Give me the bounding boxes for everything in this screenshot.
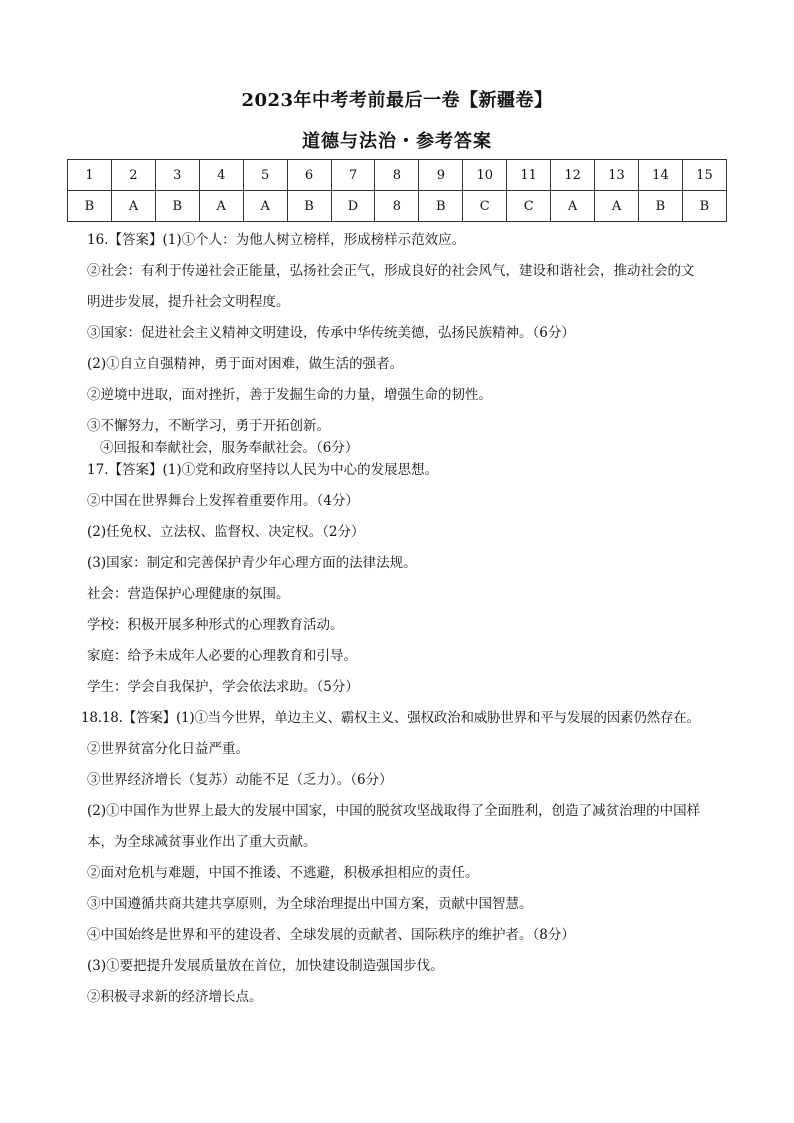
answer-line: ②逆境中进取，面对挫折，善于发掘生命的力量，增强生命的韧性。 — [87, 387, 492, 403]
answer-table-number-row — [68, 160, 727, 191]
answer-text-body — [81, 229, 737, 1017]
answer-cell: A — [111, 191, 155, 222]
answer-line: 明进步发展，提升社会文明程度。 — [87, 294, 290, 310]
answer-line: 本，为全球减贫事业作出了重大贡献。 — [87, 834, 317, 850]
answer-line: (2)①中国作为世界上最大的发展中国家，中国的脱贫攻坚战取得了全面胜利，创造了减贫治理的中国样 — [87, 803, 701, 819]
answer-cell: B — [682, 191, 726, 222]
answer-line: 学生：学会自我保护，学会依法求助。（5分） — [87, 679, 359, 695]
answer-cell: A — [551, 191, 595, 222]
question-number-cell: 9 — [419, 160, 463, 191]
answer-line: (2)任免权、立法权、监督权、决定权。（2分） — [87, 524, 365, 540]
document-subtitle: 道德与法治・参考答案 — [302, 131, 492, 152]
answer-line: (3)①要把提升发展质量放在首位，加快建设制造强国步伐。 — [87, 958, 444, 974]
answer-table — [67, 159, 727, 222]
q16-answer-heading: 16.【答案】(1)①个人：为他人树立榜样，形成榜样示范效应。 — [87, 232, 466, 248]
question-number-cell: 8 — [375, 160, 419, 191]
question-number-cell: 7 — [331, 160, 375, 191]
answer-cell: C — [463, 191, 507, 222]
answer-line: ③国家：促进社会主义精神文明建设，传承中华传统美德，弘扬民族精神。（6分） — [87, 325, 575, 341]
document-title: 2023年中考考前最后一卷【新疆卷】 — [241, 90, 553, 111]
q17-answer-heading: 17.【答案】(1)①党和政府坚持以人民为中心的发展思想。 — [87, 462, 439, 478]
question-number-cell: 13 — [595, 160, 639, 191]
answer-line: ④中国始终是世界和平的建设者、全球发展的贡献者、国际秩序的维护者。（8分） — [87, 927, 575, 943]
answer-cell: C — [507, 191, 551, 222]
answer-cell: 8 — [375, 191, 419, 222]
answer-cell: B — [287, 191, 331, 222]
answer-cell: B — [68, 191, 112, 222]
answer-line: 社会：营造保护心理健康的氛围。 — [87, 586, 290, 602]
question-number-cell: 4 — [199, 160, 243, 191]
answer-line: ②积极寻求新的经济增长点。 — [87, 989, 263, 1005]
question-number-cell: 5 — [243, 160, 287, 191]
answer-line: (2)①自立自强精神，勇于面对困难，做生活的强者。 — [87, 356, 404, 372]
answer-cell: B — [155, 191, 199, 222]
question-number-cell: 3 — [155, 160, 199, 191]
question-number-cell: 15 — [682, 160, 726, 191]
answer-line: (3)国家：制定和完善保护青少年心理方面的法律法规。 — [87, 555, 417, 571]
answer-line: ③世界经济增长（复苏）动能不足（乏力）。（6分） — [87, 772, 393, 788]
question-number-cell: 1 — [68, 160, 112, 191]
question-number-cell: 10 — [463, 160, 507, 191]
answer-line: ③不懈努力，不断学习，勇于开拓创新。 — [87, 418, 330, 434]
answer-cell: A — [199, 191, 243, 222]
answer-cell: A — [595, 191, 639, 222]
question-number-cell: 12 — [551, 160, 595, 191]
answer-cell: A — [243, 191, 287, 222]
answer-line: ③中国遵循共商共建共享原则，为全球治理提出中国方案，贡献中国智慧。 — [87, 896, 533, 912]
question-number-cell: 2 — [111, 160, 155, 191]
q18-answer-heading: 18.18.【答案】(1)①当今世界，单边主义、霸权主义、强权政治和威胁世界和平与发展的因素仍然存在。 — [81, 710, 700, 726]
answer-line: ②面对危机与难题，中国不推诿、不逃避，积极承担相应的责任。 — [87, 865, 479, 881]
answer-cell: D — [331, 191, 375, 222]
question-number-cell: 6 — [287, 160, 331, 191]
question-number-cell: 14 — [638, 160, 682, 191]
answer-table-answer-row — [68, 191, 727, 222]
answer-line: ④回报和奉献社会，服务奉献社会。（6分） — [100, 440, 359, 456]
question-number-cell: 11 — [507, 160, 551, 191]
answer-cell: B — [638, 191, 682, 222]
answer-line: ②世界贫富分化日益严重。 — [87, 741, 249, 757]
answer-line: 学校：积极开展多种形式的心理教育活动。 — [87, 617, 344, 633]
answer-line: ②社会：有利于传递社会正能量，弘扬社会正气，形成良好的社会风气，建设和谐社会，推动社会的文 — [87, 263, 695, 279]
answer-line: 家庭：给予未成年人必要的心理教育和引导。 — [87, 648, 357, 664]
answer-cell: B — [419, 191, 463, 222]
answer-line: ②中国在世界舞台上发挥着重要作用。（4分） — [87, 493, 359, 509]
